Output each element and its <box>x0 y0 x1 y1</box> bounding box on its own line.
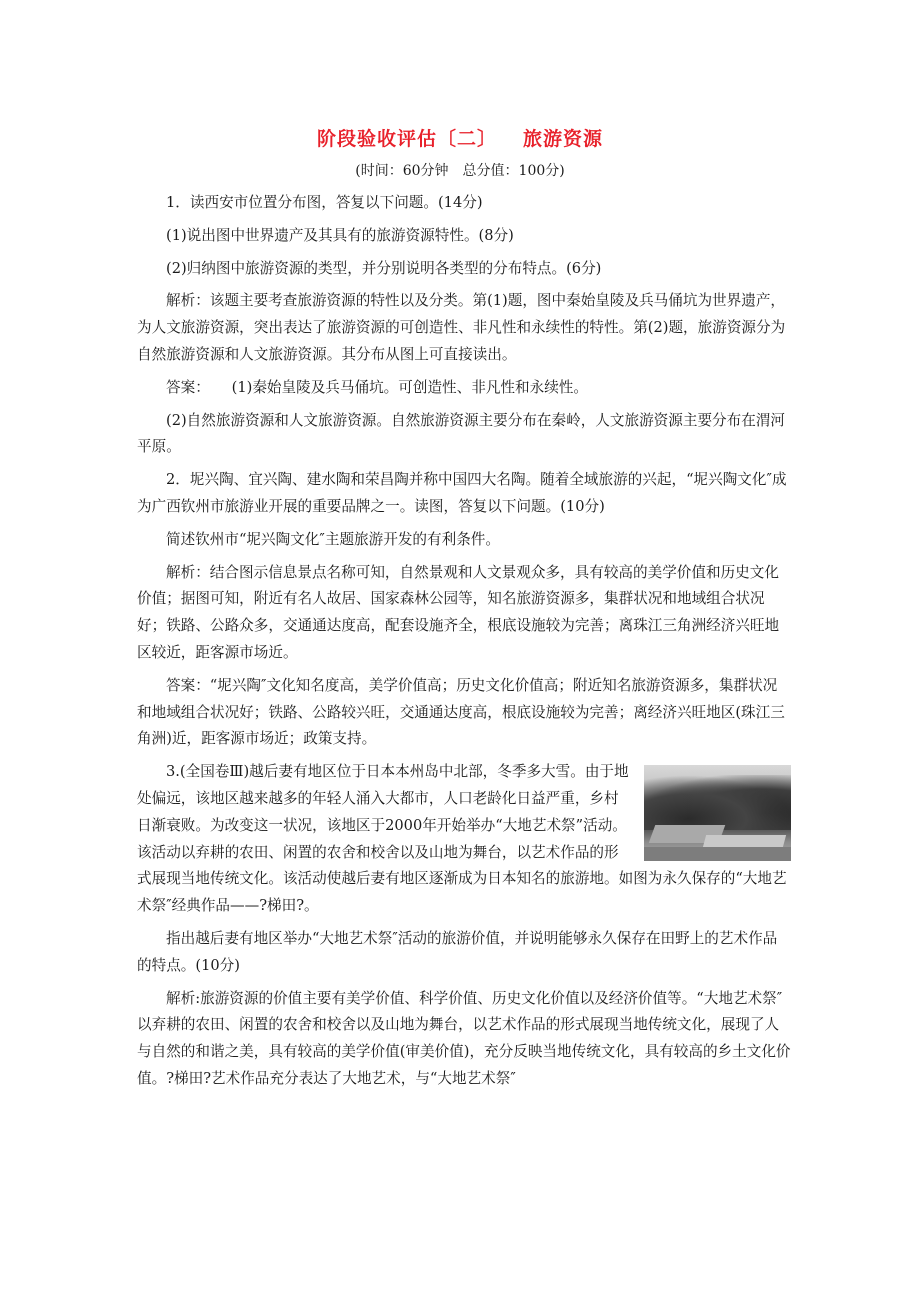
document-body <box>137 190 791 1099</box>
question-2-answer: 答案：“坭兴陶″文化知名度高，美学价值高；历史文化价值高；附近知名旅游资源多，集群状况和地域组合状况好；铁路、公路较兴旺，交通通达度高，根底设施较为完善；离经济兴旺地区(珠江三角洲)近，距客源市场近；政策支持。 <box>137 676 785 748</box>
question-2: 2．坭兴陶、宜兴陶、建水陶和荣昌陶并称中国四大名陶。随着全域旅游的兴起，“坭兴陶文化″成为广西钦州市旅游业开展的重要品牌之一。读图，答复以下问题。(10分) <box>137 471 787 515</box>
question-3-block <box>137 759 791 920</box>
title-topic: 旅游资源 <box>523 128 604 150</box>
question-2-analysis: 解析：结合图示信息景点名称可知，自然景观和人文景观众多，具有较高的美学价值和历史文化价值；据图可知，附近有名人故居、国家森林公园等，知名旅游资源多，集群状况和地域组合状况好；铁路、公路众多，交通通达度高，配套设施齐全，根底设施较为完善；离珠江三角洲经济兴旺地区较近，距客源市场近。 <box>137 563 780 661</box>
question-3-prompt: 指出越后妻有地区举办“大地艺术祭″活动的旅游价值，并说明能够永久保存在田野上的艺术作品的特点。(10分) <box>137 929 778 974</box>
question-1-part-2: (2)归纳图中旅游资源的类型，并分别说明各类型的分布特点。(6分) <box>166 259 602 277</box>
question-1-answer-1: 答案： (1)秦始皇陵及兵马俑坑。可创造性、非凡性和永续性。 <box>166 378 588 396</box>
question-1-answer-2: (2)自然旅游资源和人文旅游资源。自然旅游资源主要分布在秦岭，人文旅游资源主要分布在渭河平原。 <box>137 411 786 456</box>
question-3-analysis: 解析:旅游资源的价值主要有美学价值、科学价值、历史文化价值以及经济价值等。“大地艺术祭″以弃耕的农田、闲置的农舍和校舍以及山地为舞台，以艺术作品的形式展现当地传统文化，展现了人与自然的和谐之美，具有较高的美学价值(审美价值)，充分反映当地传统文化，具有较高的乡土文化价值。?梯田?艺术作品充分表达了大地艺术，与“大地艺术祭″ <box>137 989 791 1087</box>
title-main: 阶段验收评估〔二〕 <box>316 128 497 150</box>
question-2-prompt: 简述钦州市“坭兴陶文化″主题旅游开发的有利条件。 <box>166 530 500 548</box>
question-1-part-1: (1)说出图中世界遗产及其具有的旅游资源特性。(8分) <box>166 226 514 244</box>
question-1-analysis: 解析：该题主要考查旅游资源的特性以及分类。第(1)题，图中秦始皇陵及兵马俑坑为世界遗产，为人文旅游资源，突出表达了旅游资源的可创造性、非凡性和永续性的特性。第(2)题，旅游资源分为自然旅游资源和人文旅游资源。其分布从图上可直接读出。 <box>137 292 786 363</box>
exam-info: (时间：60分钟 总分值：100分) <box>355 163 565 179</box>
question-1: 1．读西安市位置分布图，答复以下问题。(14分) <box>166 194 483 211</box>
terraced-field-photo <box>644 765 791 861</box>
page-title <box>0 124 920 151</box>
question-3: 3.(全国卷Ⅲ)越后妻有地区位于日本本州岛中北部，冬季多大雪。由于地处偏远，该地区越来越多的年轻人涌入大都市，人口老龄化日益严重，乡村日渐衰败。为改变这一状况，该地区于2000年开始举办“大地艺术祭”活动。该活动以弃耕的农田、闲置的农舍和校舍以及山地为舞台，以艺术作品的形式展现当地传统文化。该活动使越后妻有地区逐渐成为日本知名的旅游地。如图为永久保存的“大地艺术祭″经典作品——?梯田?。 <box>137 763 787 915</box>
